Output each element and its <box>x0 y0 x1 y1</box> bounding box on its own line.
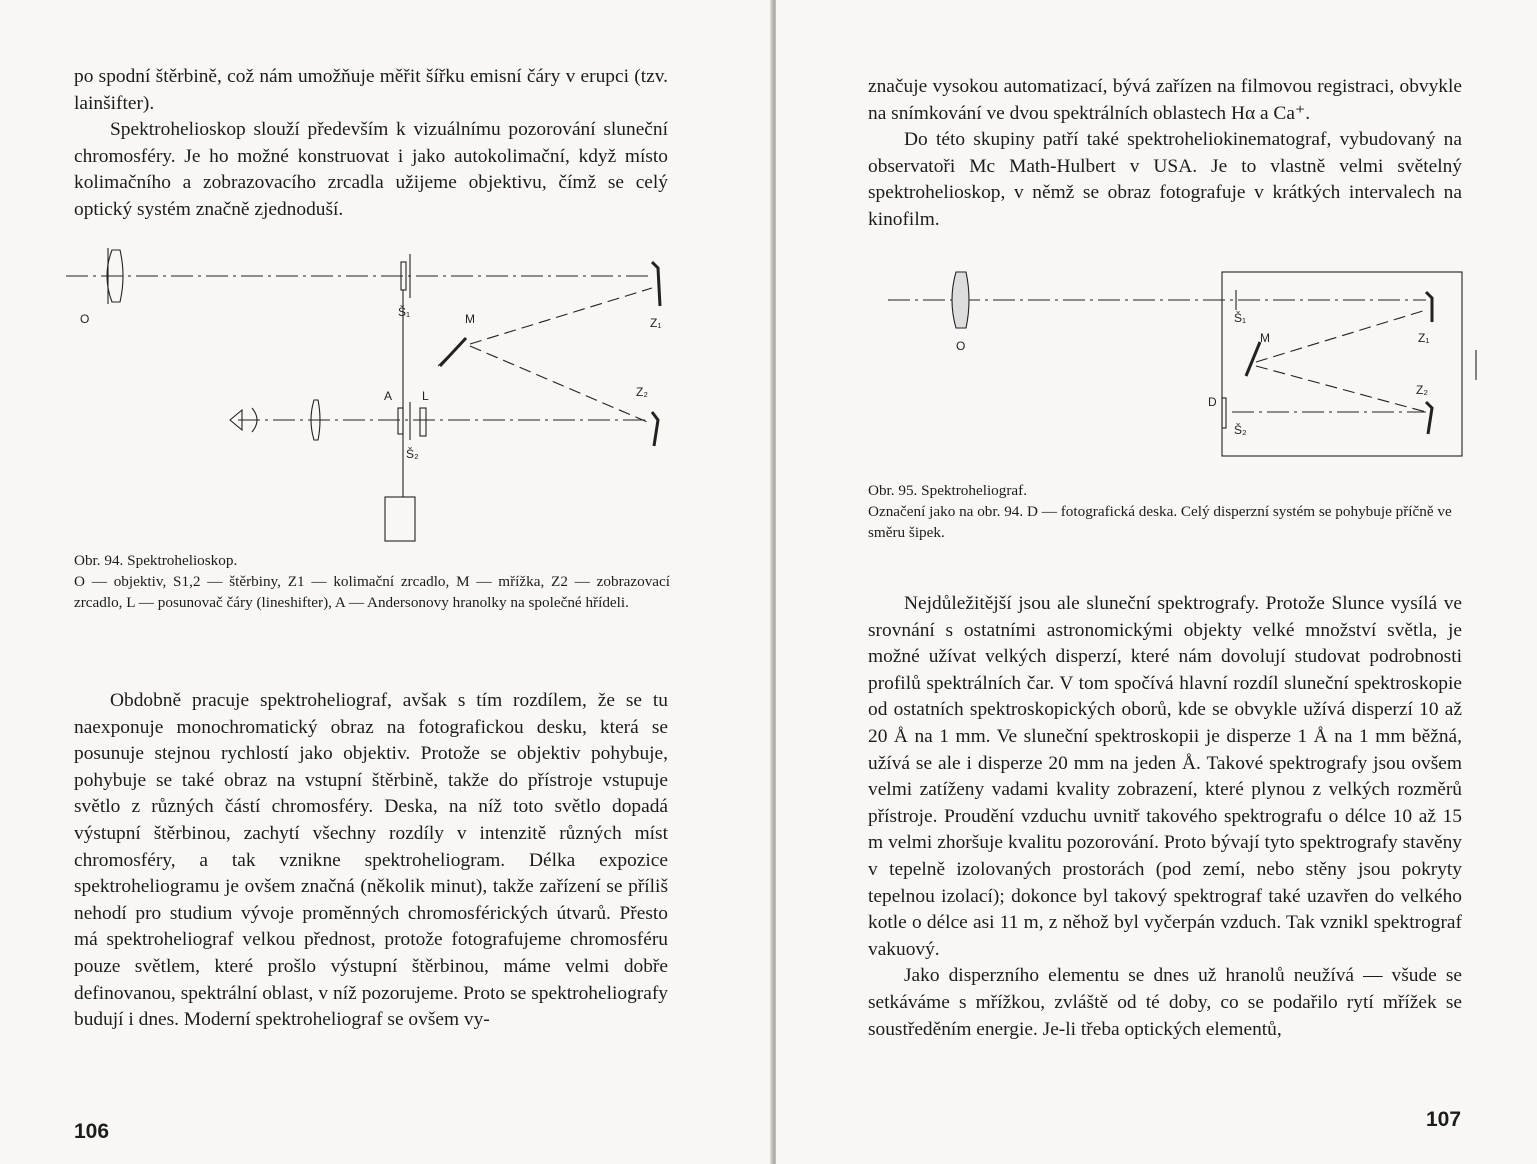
label-z1: Z₁ <box>650 316 662 330</box>
label-m: M <box>1260 331 1270 345</box>
figure-94-spektrohelioskop <box>0 0 772 560</box>
label-m: M <box>465 312 475 326</box>
right-paragraph-1: značuje vysokou automatizací, bývá zařízen na filmovou registraci, obvykle na snímkování ve dvou spektrálních oblastech Hα a Ca⁺. <box>868 76 1462 124</box>
label-s1: Š₁ <box>398 305 411 319</box>
left-text-bottom <box>74 688 668 1034</box>
caption-body: O — objektiv, S1,2 — štěrbiny, Z1 — kolimační zrcadlo, M — mřížka, Z2 — zobrazovací zrcadlo, L — posunovač čáry (lineshifter), A — Andersonovy hranolky na společné hřídeli. <box>74 573 670 611</box>
caption-title: Obr. 95. Spektroheliograf. <box>868 482 1028 499</box>
label-z2: Z₂ <box>636 385 648 399</box>
left-paragraph-1: po spodní štěrbině, což nám umožňuje měřit šířku emisní čáry v erupci (tzv. lainšifter). <box>74 66 668 114</box>
right-paragraph-3: Nejdůležitější jsou ale sluneční spektrografy. Protože Slunce vysílá ve srovnání s ostatními astronomickými objekty velké množství světla, je možné užívat velkých disperzí, které nám dovolují studovat podrobnosti profilů spektrálních čar. V tom spočívá hlavní rozdíl sluneční spektroskopie od ostatních spektroskopických oborů, kde se obvykle užívá disperzí 10 až 20 Å na 1 mm. Ve sluneční spektroskopii je disperze 1 Å na 1 mm běžná, užívá se ale i disperze 20 mm na jeden Å. Takové spektrografy jsou ovšem velmi zatíženy vadami kvality zobrazení, které plynou z velkých rozměrů přístroje. Proudění vzduchu uvnitř takového spektrografu o délce 10 až 15 m velmi zhoršuje kvalitu pozorování. Proto bývají tyto spektrografy stavěny v tepelně izolovaných prostorách (pod zemí, nebo stěny jsou pokryty tepelnou izolací); dokonce byl takový spektrograf také uzavřen do velkého kotle o délce asi 11 m, z něhož byl vyčerpán vzduch. Tak vznikl spektrograf vakuový. <box>868 593 1462 960</box>
label-s2: Š₂ <box>1234 423 1247 437</box>
label-a: A <box>384 389 393 403</box>
label-s1: Š₁ <box>1234 311 1247 325</box>
right-text-bottom <box>868 591 1462 1043</box>
label-z2: Z₂ <box>1416 383 1428 397</box>
label-d: D <box>1208 395 1217 409</box>
page-number: 107 <box>1426 1108 1462 1131</box>
label-z1: Z₁ <box>1418 331 1430 345</box>
left-paragraph-2: Spektrohelioskop slouží především k vizuálnímu pozorování sluneční chromosféry. Je ho možné konstruovat i jako autokolimační, když místo kolimačního a zobrazovacího zrcadla užijeme objektivu, čímž se celý optický systém značně zjednoduší. <box>74 119 668 220</box>
figure-95-spektroheliograf <box>776 0 1537 470</box>
label-s2: Š₂ <box>406 447 419 461</box>
caption-body: Označení jako na obr. 94. D — fotografická deska. Celý disperzní systém se pohybuje příčně ve směru šipek. <box>868 503 1452 541</box>
figure-94-caption <box>74 550 670 613</box>
right-paragraph-4: Jako disperzního elementu se dnes už hranolů neužívá — všude se setkáváme s mřížkou, zvláště od té doby, co se podařilo rytí mřížek se soustředěním energie. Je-li třeba optických elementů, <box>868 965 1462 1040</box>
caption-title: Obr. 94. Spektrohelioskop. <box>74 552 238 569</box>
label-l: L <box>422 389 429 403</box>
page-number: 106 <box>74 1120 110 1143</box>
right-page <box>776 0 1537 1164</box>
left-paragraph-3: Obdobně pracuje spektroheliograf, avšak s tím rozdílem, že se tu naexponuje monochromatický obraz na fotografickou desku, která se posunuje stejnou rychlostí jako objektiv. Protože se objektiv pohybuje, pohybuje se také obraz na vstupní štěrbině, takže do přístroje vstupuje světlo z různých částí chromosféry. Deska, na níž toto světlo dopadá výstupní štěrbinou, zachytí všechny rozdíly v intenzitě různých míst chromosféry, a tak vznikne spektroheliogram. Délka expozice spektroheliogramu je ovšem značná (několik minut), takže zařízení se příliš nehodí pro studium vývoje proměnných chromosférických útvarů. Přesto má spektroheliograf velkou přednost, protože fotografujeme chromosféru pouze světlem, které prošlo výstupní štěrbinou, máme velmi dobře definovanou, spektrální oblast, v níž pozorujeme. Proto se spektroheliografy budují i dnes. Moderní spektroheliograf se ovšem vy- <box>74 690 668 1031</box>
label-o: O <box>80 312 90 326</box>
right-paragraph-2: Do této skupiny patří také spektroheliokinematograf, vybudovaný na observatoři Mc Math-Hulbert v USA. Je to vlastně velmi světelný spektrohelioskop, v němž se obraz fotografuje v krátkých intervalech na kinofilm. <box>868 129 1462 230</box>
objective-lens-icon <box>952 272 969 328</box>
figure-95-caption <box>868 480 1462 543</box>
label-o: O <box>956 339 966 353</box>
